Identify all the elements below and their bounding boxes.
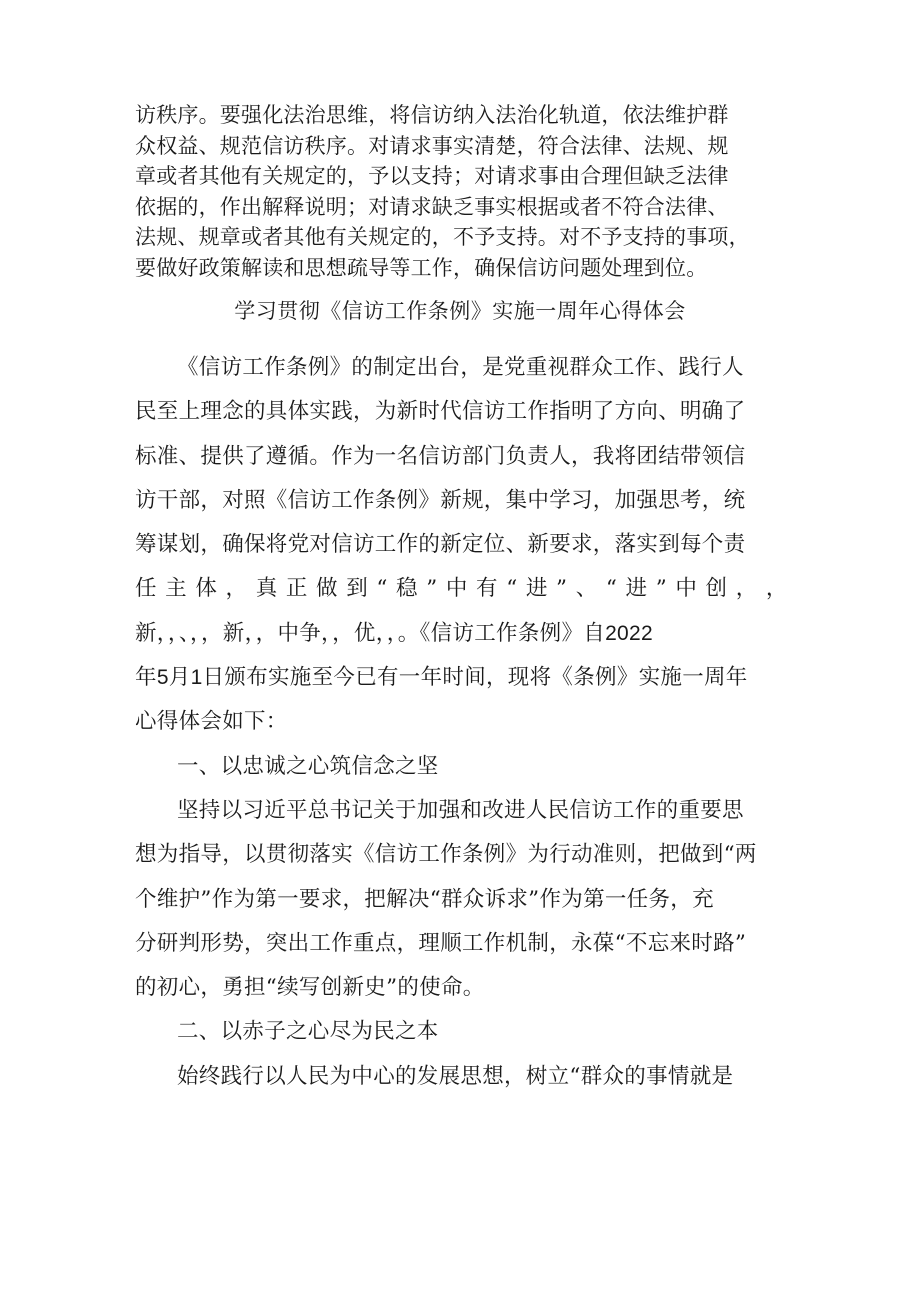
- justified-char: ”: [655, 576, 667, 602]
- intro-line: 法规、规章或者其他有关规定的，不予支持。对不予支持的事项，: [135, 225, 750, 249]
- justified-char: ，: [765, 576, 788, 602]
- line-text: 年: [135, 665, 157, 691]
- justified-char: 稳: [396, 576, 418, 602]
- paragraph-line: 坚持以习近平总书记关于加强和改进人民信访工作的重要思: [177, 797, 744, 823]
- justified-char: ，: [735, 576, 758, 602]
- paragraph-line: 标准、提供了遵循。作为一名信访部门负责人，我将团结带领信: [135, 443, 746, 469]
- section-heading: 二、以赤子之心尽为民之本: [177, 1019, 439, 1045]
- justified-char: 体: [195, 576, 218, 602]
- line-text: 新，，、，，新，，中争，，优，，。《信访工作条例》自: [135, 620, 606, 646]
- intro-line: 要做好政策解读和思想疏导等工作，确保信访问题处理到位。: [135, 255, 708, 280]
- justified-char: “: [506, 576, 518, 602]
- paragraph-line: 民至上理念的具体实践，为新时代信访工作指明了方向、明确了: [135, 399, 746, 425]
- justified-char: 到: [346, 576, 369, 602]
- paragraph-line: 《信访工作条例》的制定出台，是党重视群众工作、践行人: [177, 355, 744, 380]
- justified-paragraph-line: [135, 567, 788, 611]
- justified-char: 任: [135, 576, 157, 602]
- justified-char: ”: [556, 576, 568, 602]
- intro-line: 访秩序。要强化法治思维，将信访纳入法治化轨道，依法维护群: [135, 103, 729, 127]
- month-number: 5: [156, 666, 169, 690]
- paragraph-line: 个维护”作为第一要求，把解决“群众诉求”作为第一任务，充: [135, 886, 714, 912]
- paragraph-line: 筹谋划，确保将党对信访工作的新定位、新要求，落实到每个责: [135, 532, 746, 558]
- paragraph-line: 访干部，对照《信访工作条例》新规，集中学习，加强思考，统: [135, 487, 746, 513]
- intro-paragraph: [135, 100, 795, 283]
- intro-line: 众权益、规范信访秩序。对请求事实清楚，符合法律、法规、规: [135, 133, 729, 158]
- day-number: 1: [190, 666, 203, 690]
- justified-char: 正: [285, 576, 308, 602]
- paragraph-line: 始终践行以人民为中心的发展思想，树立“群众的事情就是: [177, 1063, 734, 1089]
- justified-char: 、: [575, 576, 598, 602]
- intro-line: 依据的，作出解释说明；对请求缺乏事实根据或者不符合法律、: [135, 194, 729, 219]
- justified-char: 进: [525, 576, 548, 602]
- justified-char: 中: [675, 576, 698, 602]
- justified-char: “: [605, 576, 618, 602]
- justified-char: 进: [625, 576, 648, 602]
- justified-char: 做: [316, 576, 338, 602]
- document-title: 学习贯彻《信访工作条例》实施一周年心得体会: [234, 299, 686, 323]
- year-number: 2022: [605, 621, 653, 645]
- justified-char: “: [376, 576, 388, 602]
- justified-char: 真: [255, 576, 278, 602]
- paragraph-line: 心得体会如下：: [135, 709, 288, 735]
- justified-char: 有: [476, 576, 498, 602]
- intro-line: 章或者其他有关规定的，予以支持；对请求事由合理但缺乏法律: [135, 164, 729, 188]
- section-heading: 一、以忠诚之心筑信念之坚: [177, 753, 439, 779]
- paragraph-line: [135, 612, 795, 656]
- line-text: 日颁布实施至今已有一年时间，现将《条例》实施一周年: [202, 665, 748, 691]
- document-body: [135, 346, 795, 1099]
- justified-char: ”: [426, 576, 438, 602]
- paragraph-line: 分研判形势，突出工作重点，理顺工作机制，永葆“不忘来时路”: [135, 930, 747, 956]
- paragraph-line: 的初心，勇担“续写创新史”的使命。: [135, 975, 485, 1001]
- justified-char: ，: [225, 576, 248, 602]
- justified-char: 创: [705, 576, 728, 602]
- paragraph-line: 想为指导，以贯彻落实《信访工作条例》为行动准则，把做到“两: [135, 842, 757, 868]
- paragraph-line: [135, 656, 795, 700]
- justified-char: 中: [445, 576, 468, 602]
- line-text: 月: [168, 665, 191, 691]
- justified-char: 主: [165, 576, 187, 602]
